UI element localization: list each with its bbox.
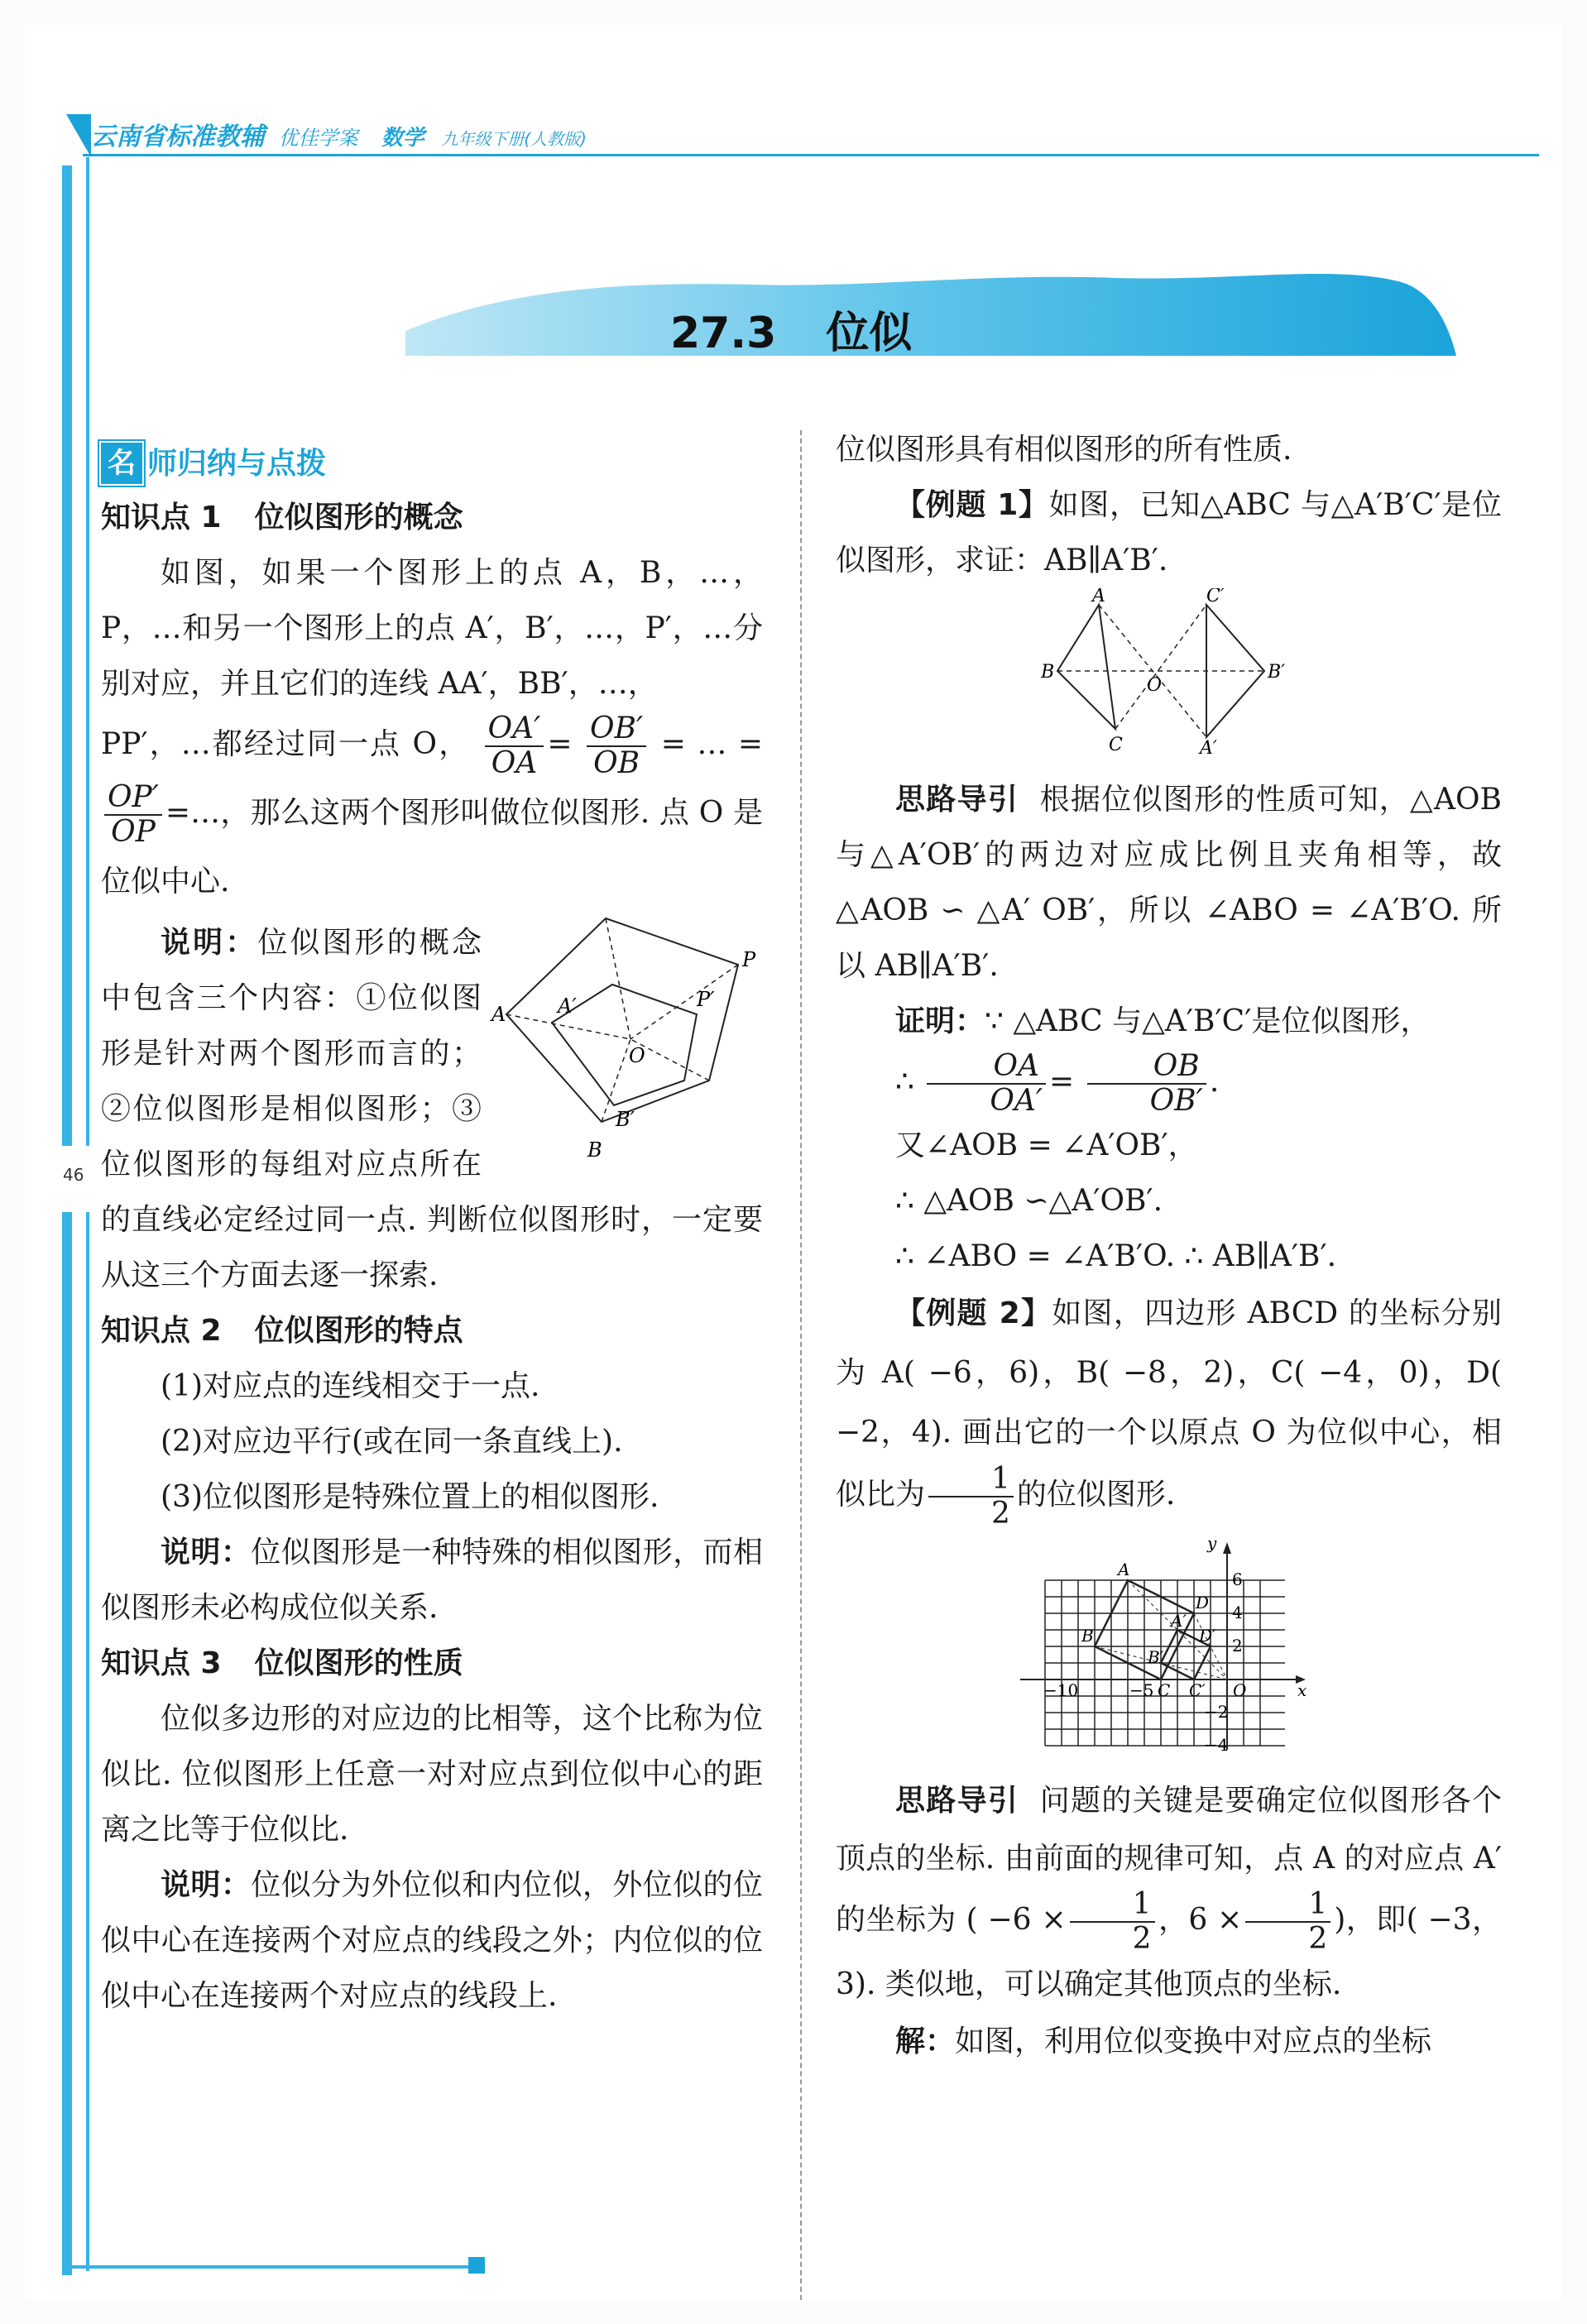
fig3-label-A1: A′ <box>1170 1611 1187 1631</box>
coord-mid: ，6 × <box>1158 1903 1243 1937</box>
frac-half-den: 2 <box>991 1497 1010 1531</box>
sol-text: 如图，利用位似变换中对应点的坐标 <box>955 2025 1432 2058</box>
ex1-hint-label: 思路导引 <box>895 783 1019 817</box>
tick-4: 4 <box>1231 1603 1243 1622</box>
frac-half-num: 1 <box>928 1463 1014 1497</box>
fraction-half-a <box>1070 1888 1155 1956</box>
ex1-hint-text: 根据位似图形的性质可知，△AOB 与△A′OB′的两边对应成比例且夹角相等，故 △AOB ∽ △A′ OB′，所以 ∠ABO = ∠A′B′O. 所以 AB∥A′B′. <box>836 783 1502 983</box>
kp1-heading <box>101 490 763 545</box>
header-subject: 数学 <box>381 126 424 151</box>
proof-label: 证明： <box>895 1004 985 1038</box>
frac-oa1-num: OA <box>927 1050 1046 1085</box>
page-title <box>670 298 912 360</box>
ex1-text: 如图，已知△ABC 与△A′B′C′是位似图形，求证：AB∥A′B′. <box>836 488 1502 577</box>
fig1-label-B: B <box>587 1138 602 1162</box>
fig2-label-B1: B′ <box>1267 662 1285 683</box>
frac-op-num: OP′ <box>104 781 162 816</box>
fig1-label-O: O <box>629 1044 645 1067</box>
section-title: 师归纳与点拨 <box>147 446 327 481</box>
kp1-note-text: 位似图形的概念中包含三个内容：①位似图形是针对两个图形而言的；②位似图形是相似图形；③位似图形的每组对应点所在的直线必定经过同一点. 判断位似图形时，一定要从这三个方面去逐一探索. <box>101 926 763 1292</box>
fraction-oa1 <box>927 1050 1046 1118</box>
fraction-half <box>928 1463 1014 1531</box>
axis-label-x: x <box>1297 1680 1307 1700</box>
fraction-ob1 <box>1087 1050 1206 1118</box>
tick-6: 6 <box>1231 1569 1243 1589</box>
fig3-label-C1: C′ <box>1188 1680 1206 1700</box>
frac-ob1-num: OB <box>1087 1050 1206 1085</box>
proof-frac-line: ∴ $\frac{OA}{OA'}$ = $\frac{OB}{OB'}$ . <box>895 1049 1220 1118</box>
kp1-note <box>101 915 763 1303</box>
kp2-item-3: (3)位似图形是特殊位置上的相似图形. <box>161 1480 659 1514</box>
fig3-label-B1: B′ <box>1147 1647 1163 1667</box>
ex2-hint-a: 问题的关键是要确定位似图形各个顶点的坐标. 由前面的规律可知，点 A 的对应点 A′ 的坐标为 <box>836 1784 1502 1937</box>
coord-expr: ( −6 × <box>966 1903 1067 1937</box>
sol-label: 解： <box>895 2025 956 2058</box>
kp2-note <box>101 1525 763 1636</box>
fig2-label-O: O <box>1146 675 1162 696</box>
header-series: 云南省标准教辅 <box>91 122 265 151</box>
ex2-hint <box>836 1772 1502 2014</box>
fig3-wrap <box>836 1531 1502 1772</box>
fig2-label-C: C <box>1108 735 1123 754</box>
tick-m10: −10 <box>1043 1680 1078 1700</box>
left-rail-thin <box>86 157 89 2271</box>
eq-dots: = … = <box>660 727 764 761</box>
kp3-title: 位似图形的性质 <box>254 1646 463 1680</box>
pentagon-outer <box>506 918 738 1122</box>
title-number: 27.3 <box>670 309 777 358</box>
ex2-text-a: 如图，四边形 ABCD 的坐标分别为 A( −6，6)，B( −8，2)，C( −4，0)，D( −2，4). 画出它的一个以原点 O 为位似中心，相似比为 <box>836 1296 1502 1512</box>
fraction-oa <box>485 712 544 780</box>
kp1-text1: 如图，如果一个图形上的点 A，B，…，P，…和另一个图形上的点 A′，B′，…，P′，…分别对应，并且它们的连线 AA′，BB′，…， <box>101 556 763 701</box>
solution <box>836 2014 1502 2069</box>
right-column <box>836 422 1502 2069</box>
kp2-label: 知识点 2 <box>101 1314 222 1348</box>
bottom-rule <box>66 2265 473 2269</box>
fraction-op <box>104 781 162 849</box>
frac-ob-den: OB <box>593 746 640 780</box>
frac-oa-num: OA′ <box>485 712 544 747</box>
kp3-label: 知识点 3 <box>101 1646 222 1680</box>
kp2-item-1: (1)对应点的连线相交于一点. <box>161 1369 540 1403</box>
triangle-abc <box>1057 605 1115 729</box>
pentagon-figure <box>490 915 763 1178</box>
origin-label: O <box>1232 1680 1246 1700</box>
fig2-label-A: A <box>1091 588 1105 606</box>
title-text: 位似 <box>826 309 913 358</box>
frac-half-b-num: 1 <box>1245 1888 1330 1923</box>
ex1-label: 【例题 1】 <box>895 488 1049 522</box>
frac-ob-num: OB′ <box>587 712 646 747</box>
header-grade: 九年级下册(人教版) <box>441 129 587 149</box>
proof-line4: ∴ ∠ABO = ∠A′B′O. ∴ AB∥A′B′. <box>895 1239 1337 1273</box>
fig3-label-D: D <box>1195 1593 1209 1612</box>
frac-half-a-den: 2 <box>1132 1922 1152 1956</box>
section-header <box>101 437 763 490</box>
kp3-note <box>101 1857 763 2024</box>
ex2-hint-b: ，即( −3，3). 类似地，可以确定其他顶点的坐标. <box>836 1903 1502 2001</box>
kp1-text2b: =…，那么这两个图形叫做位似图形. 点 O 是位似中心. <box>101 796 763 898</box>
example2 <box>836 1284 1502 1531</box>
frac-op-den: OP <box>111 815 156 849</box>
coord-end: ) <box>1334 1903 1346 1937</box>
kp2-title: 位似图形的特点 <box>254 1314 463 1348</box>
column-divider <box>800 430 802 2300</box>
tick-m5: −5 <box>1129 1680 1153 1700</box>
axis-label-y: y <box>1206 1533 1216 1553</box>
frac-ob1-den: OB′ <box>1149 1084 1203 1118</box>
fig3-label-A: A <box>1117 1560 1129 1579</box>
triangle-figure <box>1041 588 1297 754</box>
fig1-label-A1: A′ <box>558 994 577 1018</box>
ex2-label: 【例题 2】 <box>895 1296 1052 1330</box>
fig1-label-P: P <box>742 948 756 971</box>
tick-m2: −2 <box>1203 1702 1228 1722</box>
frac-oa1-den: OA′ <box>990 1084 1043 1118</box>
kp1-label: 知识点 1 <box>101 501 222 534</box>
kp1-title: 位似图形的概念 <box>254 501 463 534</box>
proof-line2: 又∠AOB = ∠A′OB′， <box>895 1128 1198 1162</box>
kp3-text: 位似多边形的对应边的比相等，这个比称为位似比. 位似图形上任意一对对应点到位似中心的距离之比等于位似比. <box>101 1702 763 1847</box>
fig3-label-D1: D′ <box>1198 1626 1216 1646</box>
frac-half-b-den: 2 <box>1308 1922 1328 1956</box>
left-column <box>101 437 763 2024</box>
coordinate-figure <box>1012 1531 1326 1754</box>
kp1-text2: PP′，…都经过同一点 O， $\frac{OA'}{OA}$ = $\frac{OB'}{OB}$ = … = $\frac{OP'}{OP}$ =…，那么这两个图形叫做位似图形. 点 O 是位似中心. <box>101 712 764 898</box>
proof-line3: ∴ △AOB ∽△A′OB′. <box>895 1184 1163 1218</box>
fig2-wrap <box>836 588 1502 772</box>
fraction-half-b <box>1245 1888 1330 1956</box>
fig2-label-B: B <box>1040 662 1054 683</box>
fig2-label-C1: C′ <box>1206 588 1225 606</box>
kp2-note-label: 说明： <box>161 1536 252 1569</box>
kp3-note-label: 说明： <box>161 1868 252 1902</box>
kp1-note-label: 说明： <box>161 926 258 960</box>
fig2-label-A1: A′ <box>1199 738 1217 754</box>
fig3-label-B: B <box>1081 1626 1094 1646</box>
kp3-note-text: 位似分为外位似和内位似，外位似的位似中心在连接两个对应点的线段之外；内位似的位似中心在连接两个对应点的线段上. <box>101 1868 763 2013</box>
title-banner <box>405 256 1456 364</box>
tick-2: 2 <box>1231 1636 1243 1656</box>
header <box>91 116 587 152</box>
example1 <box>836 477 1502 588</box>
bottom-square <box>468 2257 485 2274</box>
fig1-label-A: A <box>491 1003 506 1026</box>
frac-half-a-num: 1 <box>1070 1888 1155 1923</box>
ex2-text-b: 的位似图形. <box>1016 1478 1176 1512</box>
proof-l1: ∵ △ABC 与△A′B′C′是位似图形， <box>985 1004 1431 1038</box>
header-rule <box>83 154 1539 156</box>
fig3-label-C: C <box>1157 1680 1170 1700</box>
tick-m4: −4 <box>1203 1735 1228 1754</box>
ex2-hint-label: 思路导引 <box>895 1784 1019 1818</box>
fraction-ob <box>587 712 646 780</box>
proof-therefore: ∴ <box>895 1065 914 1099</box>
ex1-hint <box>836 772 1502 994</box>
right-intro: 位似图形具有相似图形的所有性质. <box>836 433 1292 467</box>
kp2-heading <box>101 1303 763 1358</box>
section-badge: 名 <box>101 443 142 484</box>
kp2-note-text: 位似图形是一种特殊的相似图形，而相似图形未必构成位似关系. <box>101 1536 763 1625</box>
kp3-heading <box>101 1636 763 1691</box>
proof-line1 <box>836 994 1502 1049</box>
header-book: 优佳学案 <box>278 127 358 150</box>
page-number: 46 <box>63 1165 84 1185</box>
kp1-text2a: PP′，…都经过同一点 O， <box>101 727 471 761</box>
frac-oa-den: OA <box>491 746 538 780</box>
left-rail <box>62 165 72 2275</box>
fig1-label-B1: B′ <box>616 1108 635 1131</box>
kp2-item-2: (2)对应边平行(或在同一条直线上). <box>161 1425 623 1459</box>
fig1-label-P1: P′ <box>697 988 715 1011</box>
